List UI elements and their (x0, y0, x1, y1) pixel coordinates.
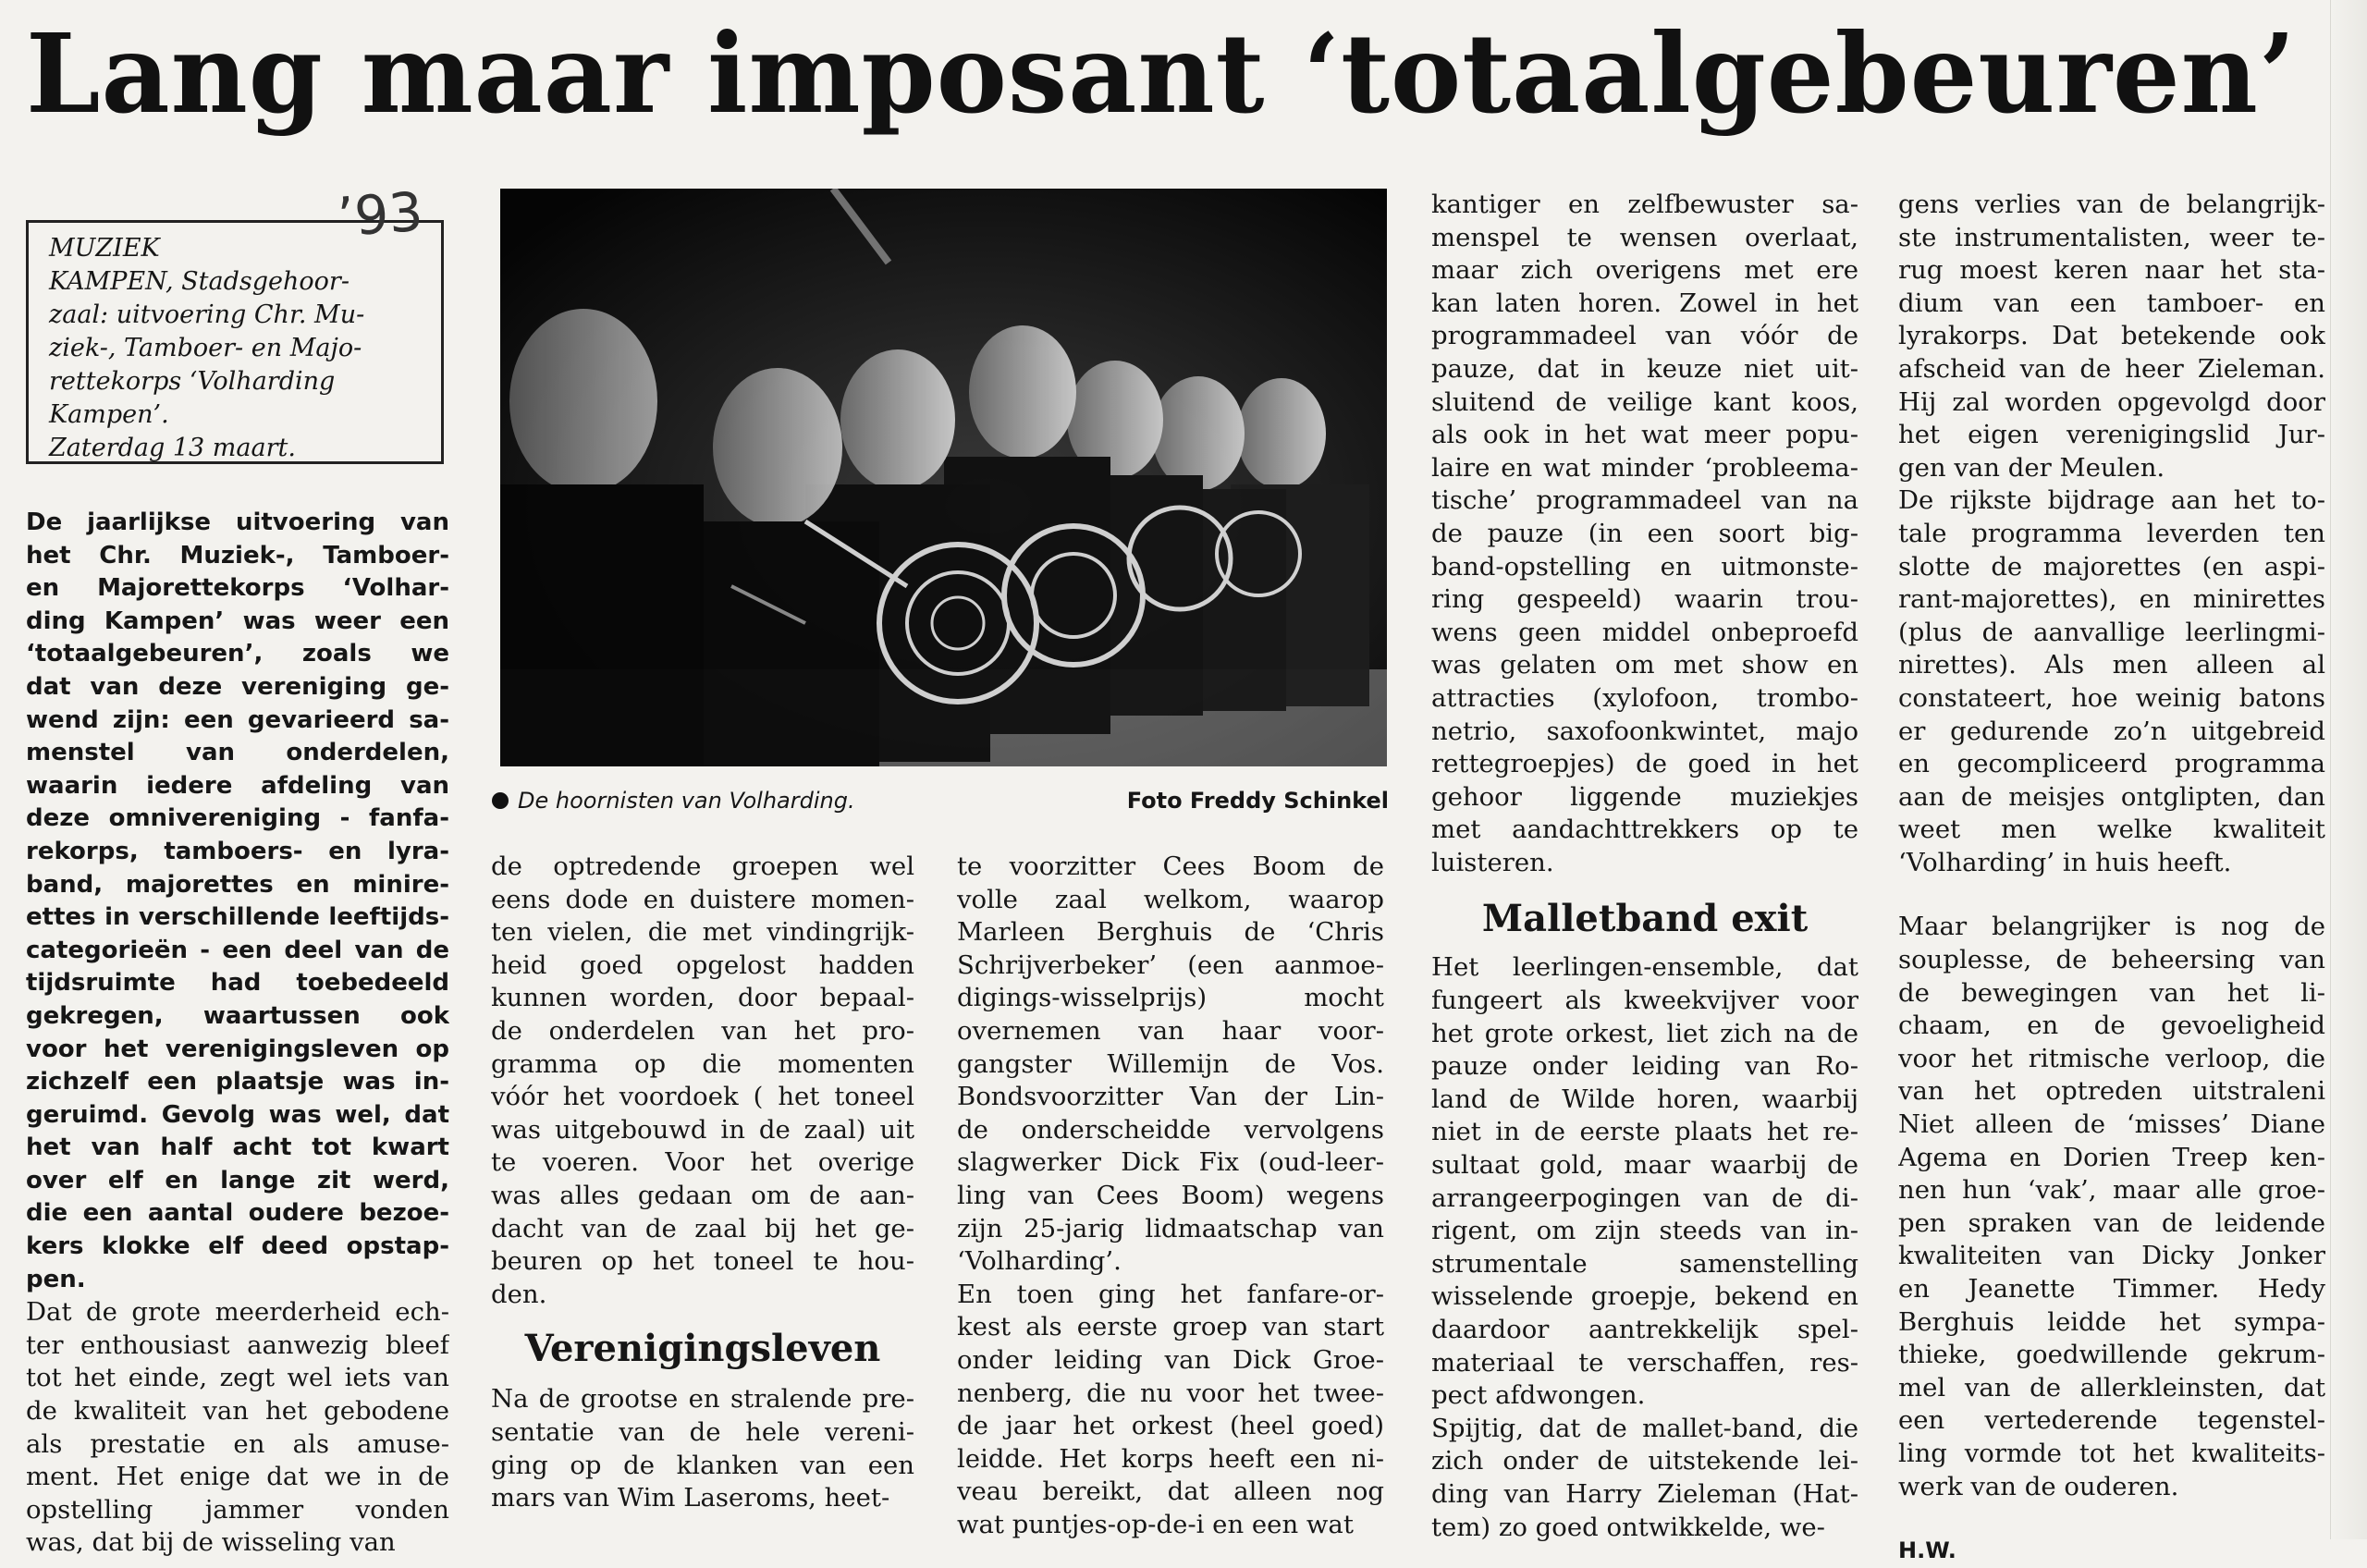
text-line: band-opstelling en uitmonste- (1431, 551, 1858, 582)
text-line: rant-majorettes), en minirettes (1898, 584, 2325, 615)
photo-credit: Foto Freddy Schinkel (1126, 788, 1389, 814)
text-line: (plus de aanvallige leerlingmi- (1898, 617, 2325, 647)
text-line: ten vielen, die met vindingrijk- (491, 917, 914, 948)
text-line: programmadeel van vóór de (1431, 321, 1858, 351)
text-line: Spijtig, dat de mallet-band, die (1431, 1413, 1858, 1443)
text-line: tem) zo goed ontwikkelde, we- (1431, 1512, 1825, 1542)
caption-text: De hoornisten van Volharding. (518, 788, 855, 814)
text-line: luisteren. (1431, 847, 1554, 877)
text-line: kest als eerste groep van start (957, 1312, 1384, 1342)
author-byline: H.W. (1898, 1537, 1956, 1564)
text-line: Berghuis leidde het sympa- (1898, 1306, 2325, 1337)
text-line: werk van de ouderen. (1898, 1471, 2179, 1501)
text-line: ring gespeeld) waarin trou- (1431, 584, 1858, 615)
handwritten-year: ’93 (335, 179, 425, 250)
text-line: die een aantal oudere bezoe- (26, 1199, 449, 1228)
text-line: de kwaliteit van het gebodene (26, 1396, 449, 1427)
text-line: een vertederende tegenstel- (1898, 1405, 2325, 1436)
text-line: categorieën - een deel van de (26, 936, 449, 964)
text-line: dacht van de zaal bij het ge- (491, 1213, 914, 1243)
text-line: En toen ging het fanfare-or- (957, 1279, 1384, 1309)
text-line: wend zijn: een gevarieerd sa- (26, 705, 449, 734)
text-line: te voeren. Voor het overige (491, 1147, 914, 1178)
text-line: tale programma leverden ten (1898, 518, 2325, 548)
text-line: voor het verenigingsleven op (26, 1035, 449, 1063)
section-subhead: Malletband exit (1481, 897, 1809, 941)
text-line: nenberg, die nu voor het twee- (957, 1378, 1384, 1408)
text-line: pauze onder leiding van Ro- (1431, 1051, 1858, 1082)
text-line: Agema en Dorien Treep ken- (1898, 1142, 2325, 1172)
text-line: pen spraken van de leidende (1898, 1207, 2325, 1238)
text-line: kantiger en zelfbewuster sa- (1431, 190, 1858, 219)
text-line: was uitgebouwd in de zaal) uit (491, 1114, 914, 1145)
text-line: als ook in het wat meer popu- (1431, 420, 1858, 450)
text-line: kwaliteiten van Dicky Jonker (1898, 1241, 2325, 1271)
text-line: sluitend de veilige kant koos, (1431, 386, 1858, 417)
text-line: ding van Harry Zieleman (Hat- (1431, 1478, 1858, 1509)
info-line: zaal: uitvoering Chr. Mu- (49, 300, 365, 329)
text-line: tijdsruimte had toebedeeld (26, 969, 449, 998)
text-line: overnemen van haar voor- (957, 1015, 1384, 1046)
text-line: dat van deze vereniging ge- (26, 672, 449, 701)
text-line: van het optreden uitstraleni (1898, 1076, 2325, 1107)
text-line: kers klokke elf deed opstap- (26, 1232, 449, 1261)
text-line: kunnen worden, door bepaal- (491, 983, 914, 1013)
text-line: gekregen, waartussen ook (26, 1001, 449, 1030)
text-line: fungeert als kweekvijver voor (1431, 986, 1858, 1016)
text-line: beuren op het toneel te hou- (491, 1246, 914, 1277)
text-line: Hij zal worden opgevolgd door (1898, 386, 2325, 417)
text-line: Schrijverbeker’ (een aanmoe- (957, 949, 1384, 980)
text-line: strumentale samenstelling (1431, 1248, 1858, 1279)
text-line: nirettes). Als men alleen al (1898, 650, 2325, 680)
text-line: tot het einde, zegt wel iets van (26, 1363, 449, 1393)
text-line: arrangeerpogingen van de di- (1431, 1182, 1858, 1213)
text-line: mars van Wim Laseroms, heet- (491, 1483, 890, 1513)
text-line: Na de grootse en stralende pre- (491, 1384, 914, 1415)
text-line: veau bereikt, dat alleen nog (957, 1476, 1384, 1507)
text-line: kan laten horen. Zowel in het (1431, 288, 1858, 318)
section-subhead: Verenigingsleven (524, 1327, 881, 1371)
text-line: dium van een tamboer- en (1898, 288, 2325, 318)
text-line: de optredende groepen wel (491, 851, 914, 881)
text-line: opstelling jammer vonden (26, 1494, 449, 1525)
text-line: ding Kampen’ was weer een (26, 606, 449, 635)
text-line: souplesse, de beheersing van (1898, 945, 2325, 975)
article-column-2 (491, 851, 914, 1515)
text-line: gangster Willemijn de Vos. (957, 1048, 1384, 1079)
text-line: ling van Cees Boom) wegens (957, 1180, 1384, 1210)
text-line: band, majorettes en minire- (26, 870, 449, 899)
text-line: daardoor aantrekkelijk spel- (1431, 1315, 1858, 1344)
article-column-3 (957, 851, 1384, 1541)
info-line: Zaterdag 13 maart. (49, 434, 296, 462)
text-line: wisselende groepje, bekend en (1431, 1281, 1858, 1312)
text-line: te voorzitter Cees Boom de (957, 851, 1384, 881)
text-line: de jaar het orkest (heel goed) (957, 1411, 1384, 1441)
info-line: MUZIEK (49, 234, 160, 263)
text-line: pen. (26, 1265, 86, 1293)
text-line: slotte de majorettes (en aspi- (1898, 551, 2325, 582)
text-line: Niet alleen de ‘misses’ Diane (1898, 1109, 2325, 1140)
text-line: was alles gedaan om de aan- (491, 1180, 914, 1210)
text-line: met aandachttrekkers op te (1431, 815, 1858, 845)
text-line: rigent, om zijn steeds van in- (1431, 1216, 1858, 1246)
text-line: ter enthousiast aanwezig bleef (26, 1329, 449, 1360)
text-line: constateert, hoe weinig batons (1898, 682, 2325, 713)
text-line: slagwerker Dick Fix (oud-leer- (957, 1147, 1384, 1178)
article-column-5 (1898, 189, 2325, 1568)
text-line: ettes in verschillende leeftijds- (26, 903, 449, 932)
text-line: ment. Het enige dat we in de (26, 1462, 449, 1492)
text-line: afscheid van de heer Zieleman. (1898, 353, 2325, 384)
photo-image (500, 189, 1387, 766)
text-line: lyrakorps. Dat betekende ook (1898, 321, 2325, 351)
text-line: digings-wisselprijs) mocht (957, 983, 1384, 1013)
text-line: Dat de grote meerderheid ech- (26, 1297, 449, 1328)
text-line: laire en wat minder ‘probleema- (1431, 452, 1858, 483)
text-line: De rijkste bijdrage aan het to- (1898, 485, 2325, 516)
text-line: heid goed opgelost hadden (491, 949, 914, 980)
text-line: Marleen Berghuis de ‘Chris (957, 917, 1384, 948)
adjacent-page-edge (2330, 0, 2367, 1539)
event-info-box (26, 220, 444, 464)
photo-caption-text (492, 788, 855, 814)
text-line: Het leerlingen-ensemble, dat (1431, 952, 1858, 983)
photo-caption (492, 788, 1389, 819)
text-line: de onderdelen van het pro- (491, 1015, 914, 1046)
text-line: ste instrumentalisten, weer te- (1898, 222, 2325, 252)
text-line: attracties (xylofoon, trombo- (1431, 682, 1858, 713)
text-line: ‘Volharding’ in huis heeft. (1898, 847, 2232, 877)
text-line: wens geen middel onbeproefd (1431, 617, 1858, 647)
text-line: sultaat gold, maar waarbij de (1431, 1150, 1858, 1181)
text-line: zijn 25-jarig lidmaatschap van (957, 1213, 1384, 1243)
text-line: menstel van onderdelen, (26, 739, 449, 767)
text-line: aan de meisjes ontglipten, dan (1898, 781, 2325, 812)
text-line: thieke, goedwillende gekrum- (1898, 1340, 2325, 1370)
text-line: zichzelf een plaatsje was in- (26, 1068, 449, 1096)
info-line: KAMPEN, Stadsgehoor- (49, 267, 350, 296)
text-line: materiaal te verschaffen, res- (1431, 1347, 1858, 1378)
text-line: en Jeanette Timmer. Hedy (1898, 1274, 2325, 1304)
text-line: volle zaal welkom, waarop (957, 884, 1384, 914)
text-line: rekorps, tamboers- en lyra- (26, 837, 449, 865)
text-line: gramma op die momenten (491, 1048, 914, 1079)
text-line: land de Wilde horen, waarbij (1431, 1084, 1858, 1114)
text-line: de bewegingen van het li- (1898, 977, 2325, 1008)
text-line: eens dode en duistere momen- (491, 884, 914, 914)
text-line: gehoor liggende muziekjes (1431, 781, 1858, 812)
text-line: gen van der Meulen. (1898, 452, 2165, 483)
text-line: onder leiding van Dick Groe- (957, 1344, 1384, 1375)
text-line: netrio, saxofoonkwintet, majo (1431, 716, 1858, 746)
text-line: en Majorettekorps ‘Volhar- (26, 574, 449, 603)
text-line: het Chr. Muziek-, Tamboer- (26, 541, 449, 570)
text-line: vóór het voordoek ( het toneel (491, 1082, 914, 1112)
text-line: als prestatie en als amuse- (26, 1428, 449, 1459)
text-line: leidde. Het korps heeft een ni- (957, 1443, 1384, 1474)
text-line: sentatie van de hele vereni- (491, 1416, 914, 1447)
article-column-1 (26, 507, 449, 1560)
text-line: deze omnivereniging - fanfa- (26, 804, 449, 833)
text-line: ‘Volharding’. (957, 1246, 1122, 1277)
text-line: tische’ programmadeel van na (1431, 485, 1858, 516)
text-line: Maar belangrijker is nog de (1898, 912, 2325, 942)
text-line: niet in de eerste plaats het re- (1431, 1117, 1858, 1147)
text-line: weet men welke kwaliteit (1898, 815, 2325, 845)
text-line: chaam, en de gevoeligheid (1898, 1011, 2325, 1041)
text-line: en gecompliceerd programma (1898, 749, 2325, 779)
text-line: het van half acht tot kwart (26, 1133, 449, 1162)
text-line: was gelaten om met show en (1431, 650, 1858, 680)
text-line: Bondsvoorzitter Van der Lin- (957, 1082, 1384, 1112)
text-line: waarin iedere afdeling van (26, 771, 449, 800)
text-line: er gedurende zo’n uitgebreid (1898, 716, 2325, 746)
text-line: De jaarlijkse uitvoering van (26, 508, 449, 536)
text-line: geruimd. Gevolg was wel, dat (26, 1100, 449, 1129)
text-line: pect afdwongen. (1431, 1380, 1646, 1411)
text-line: pauze, dat in keuze niet uit- (1431, 353, 1858, 384)
text-line: rettegroepjes) de goed in het (1431, 749, 1858, 779)
text-line: ‘totaalgebeuren’, zoals we (26, 640, 449, 668)
info-line: rettekorps ‘Volharding (49, 367, 336, 396)
text-line: over elf en lange zit werd, (26, 1166, 449, 1194)
info-line: ziek-, Tamboer- en Majo- (49, 334, 362, 362)
text-line: het eigen verenigingslid Jur- (1898, 420, 2325, 450)
article-column-4 (1431, 189, 1858, 1544)
text-line: mel van de allerkleinsten, dat (1898, 1372, 2325, 1403)
text-line: rug moest keren naar het sta- (1898, 255, 2325, 286)
text-line: het grote orkest, liet zich na de (1431, 1018, 1858, 1048)
text-line: de onderscheidde vervolgens (957, 1114, 1384, 1145)
text-line: de pauze (in een soort big- (1431, 518, 1858, 548)
text-line: gens verlies van de belangrijk- (1898, 190, 2325, 219)
text-line: maar zich overigens met ere (1431, 255, 1858, 286)
text-line: menspel te wensen overlaat, (1431, 222, 1858, 252)
text-line: was, dat bij de wisseling van (26, 1527, 396, 1558)
text-line: ling vormde tot het kwaliteits- (1898, 1438, 2325, 1468)
bullet-icon (492, 792, 509, 809)
headline: Lang maar imposant ‘totaalgebeuren’ (26, 9, 2297, 138)
text-line: den. (491, 1279, 547, 1309)
text-line: ging op de klanken van een (491, 1450, 914, 1480)
text-line: zich onder de uitstekende lei- (1431, 1446, 1858, 1476)
text-line: wat puntjes-op-de-i en een wat (957, 1509, 1354, 1539)
info-line: Kampen’. (49, 400, 169, 429)
text-line: nen hun ‘vak’, maar alle groe- (1898, 1175, 2325, 1206)
photo-horn-players (500, 189, 1387, 766)
text-line: voor het ritmische verloop, die (1898, 1043, 2325, 1073)
